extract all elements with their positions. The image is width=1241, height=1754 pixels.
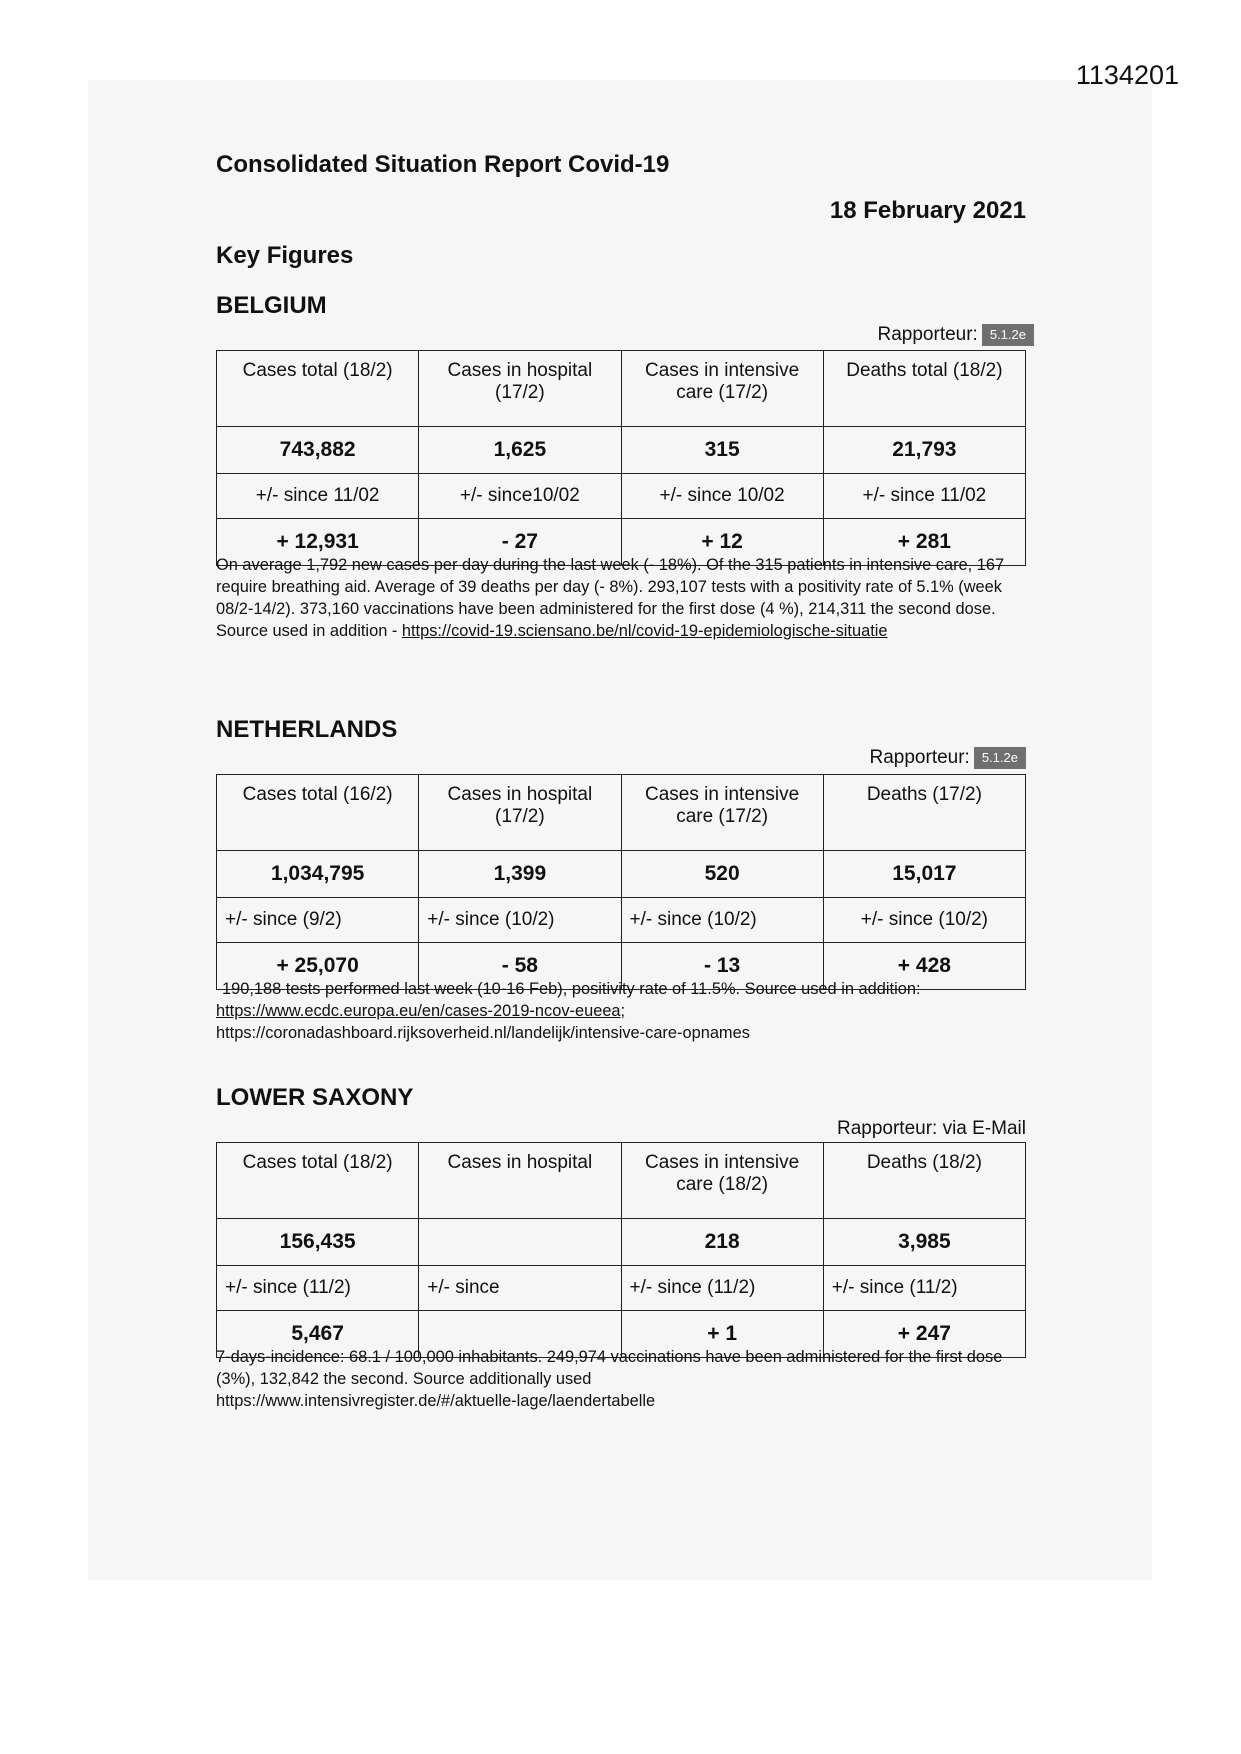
document-number: 1134201	[1075, 60, 1179, 90]
redaction-box: 5.1.2e	[974, 747, 1026, 769]
delta-cases-total: + 25,070	[217, 943, 419, 990]
value-cases-total: 156,435	[217, 1219, 419, 1266]
netherlands-note	[216, 978, 1026, 1044]
belgium-note	[216, 554, 1026, 642]
since-cases-icu: +/- since (11/2)	[621, 1266, 823, 1311]
table-since-row	[217, 1266, 1026, 1311]
since-deaths: +/- since (11/2)	[823, 1266, 1025, 1311]
value-cases-icu: 520	[621, 851, 823, 898]
table-header-row	[217, 351, 1026, 427]
value-deaths: 3,985	[823, 1219, 1025, 1266]
belgium-note-text: On average 1,792 new cases per day during the last week (- 18%). Of the 315 patients in intensive care, 167 require breathing aid. Average of 39 deaths per day (- 8%). 293,107 tests with a positivity rate of 5.1% (week 08/2-14/2). 373,160 vaccinations have been administered for the first dose (4 %), 214,311 the second dose. Source used in addition -	[216, 556, 1005, 640]
value-cases-hospital: 1,399	[419, 851, 621, 898]
lower-saxony-note-text: 7-days-incidence: 68.1 / 100,000 inhabitants. 249,974 vaccinations have been administered for the first dose (3%), 132,842 the second. Source additionally used	[216, 1348, 1003, 1388]
since-cases-total: +/- since (11/2)	[217, 1266, 419, 1311]
header-cases-hospital: Cases in hospital (17/2)	[419, 351, 621, 427]
value-cases-icu: 218	[621, 1219, 823, 1266]
header-cases-hospital: Cases in hospital (17/2)	[419, 775, 621, 851]
value-cases-total: 1,034,795	[217, 851, 419, 898]
header-cases-icu: Cases in intensive care (17/2)	[621, 351, 823, 427]
value-deaths: 21,793	[823, 427, 1025, 474]
header-deaths: Deaths total (18/2)	[823, 351, 1025, 427]
since-cases-hospital: +/- since10/02	[419, 474, 621, 519]
delta-cases-icu: + 12	[621, 519, 823, 566]
since-cases-icu: +/- since (10/2)	[621, 898, 823, 943]
value-cases-icu: 315	[621, 427, 823, 474]
since-deaths: +/- since (10/2)	[823, 898, 1025, 943]
value-cases-total: 743,882	[217, 427, 419, 474]
since-cases-total: +/- since 11/02	[217, 474, 419, 519]
table-values-row	[217, 1219, 1026, 1266]
header-cases-icu: Cases in intensive care (17/2)	[621, 775, 823, 851]
since-cases-hospital: +/- since	[419, 1266, 621, 1311]
netherlands-heading: NETHERLANDS	[216, 716, 398, 743]
since-deaths: +/- since 11/02	[823, 474, 1025, 519]
lower-saxony-heading: LOWER SAXONY	[216, 1084, 414, 1111]
rapporteur-label: Rapporteur:	[877, 324, 978, 345]
delta-deaths: + 428	[823, 943, 1025, 990]
intensivregister-link[interactable]: https://www.intensivregister.de/#/aktuelle-lage/laendertabelle	[216, 1392, 656, 1410]
since-cases-hospital: +/- since (10/2)	[419, 898, 621, 943]
netherlands-rapporteur	[870, 747, 1027, 769]
delta-cases-hospital: - 27	[419, 519, 621, 566]
value-cases-hospital: 1,625	[419, 427, 621, 474]
redaction-box: 5.1.2e	[982, 324, 1034, 346]
netherlands-note-text: 190,188 tests performed last week (10-16 Feb), positivity rate of 11.5%. Source used in addition:	[222, 980, 921, 998]
header-cases-hospital: Cases in hospital	[419, 1143, 621, 1219]
sciensano-link[interactable]: https://covid-19.sciensano.be/nl/covid-19-epidemiologische-situatie	[401, 622, 888, 640]
value-cases-hospital	[419, 1219, 621, 1266]
delta-cases-icu: - 13	[621, 943, 823, 990]
belgium-figures-table	[216, 350, 1026, 566]
table-since-row	[217, 474, 1026, 519]
coronadashboard-link[interactable]: https://coronadashboard.rijksoverheid.nl/landelijk/intensive-care-opnames	[216, 1024, 750, 1042]
header-cases-icu: Cases in intensive care (18/2)	[621, 1143, 823, 1219]
report-title: Consolidated Situation Report Covid-19	[216, 151, 670, 178]
delta-cases-total: 5,467	[217, 1311, 419, 1358]
table-since-row	[217, 898, 1026, 943]
value-deaths: 15,017	[823, 851, 1025, 898]
delta-deaths: + 247	[823, 1311, 1025, 1358]
delta-cases-icu: + 1	[621, 1311, 823, 1358]
header-cases-total: Cases total (16/2)	[217, 775, 419, 851]
ecdc-link[interactable]: https://www.ecdc.europa.eu/en/cases-2019-ncov-eueea;	[216, 1002, 626, 1020]
header-deaths: Deaths (18/2)	[823, 1143, 1025, 1219]
table-values-row	[217, 851, 1026, 898]
header-deaths: Deaths (17/2)	[823, 775, 1025, 851]
table-header-row	[217, 775, 1026, 851]
rapporteur-label: Rapporteur:	[869, 747, 970, 768]
key-figures-heading: Key Figures	[216, 242, 354, 269]
delta-deaths: + 281	[823, 519, 1025, 566]
lower-saxony-note	[216, 1346, 1026, 1412]
report-date: 18 February 2021	[829, 197, 1026, 224]
netherlands-figures-table	[216, 774, 1026, 990]
header-cases-total: Cases total (18/2)	[217, 1143, 419, 1219]
delta-cases-hospital: - 58	[419, 943, 621, 990]
delta-cases-total: + 12,931	[217, 519, 419, 566]
lower-saxony-rapporteur: Rapporteur: via E-Mail	[836, 1118, 1026, 1139]
belgium-rapporteur	[878, 324, 1035, 346]
belgium-heading: BELGIUM	[216, 292, 327, 319]
lower-saxony-figures-table	[216, 1142, 1026, 1358]
since-cases-icu: +/- since 10/02	[621, 474, 823, 519]
table-values-row	[217, 427, 1026, 474]
header-cases-total: Cases total (18/2)	[217, 351, 419, 427]
since-cases-total: +/- since (9/2)	[217, 898, 419, 943]
table-header-row	[217, 1143, 1026, 1219]
